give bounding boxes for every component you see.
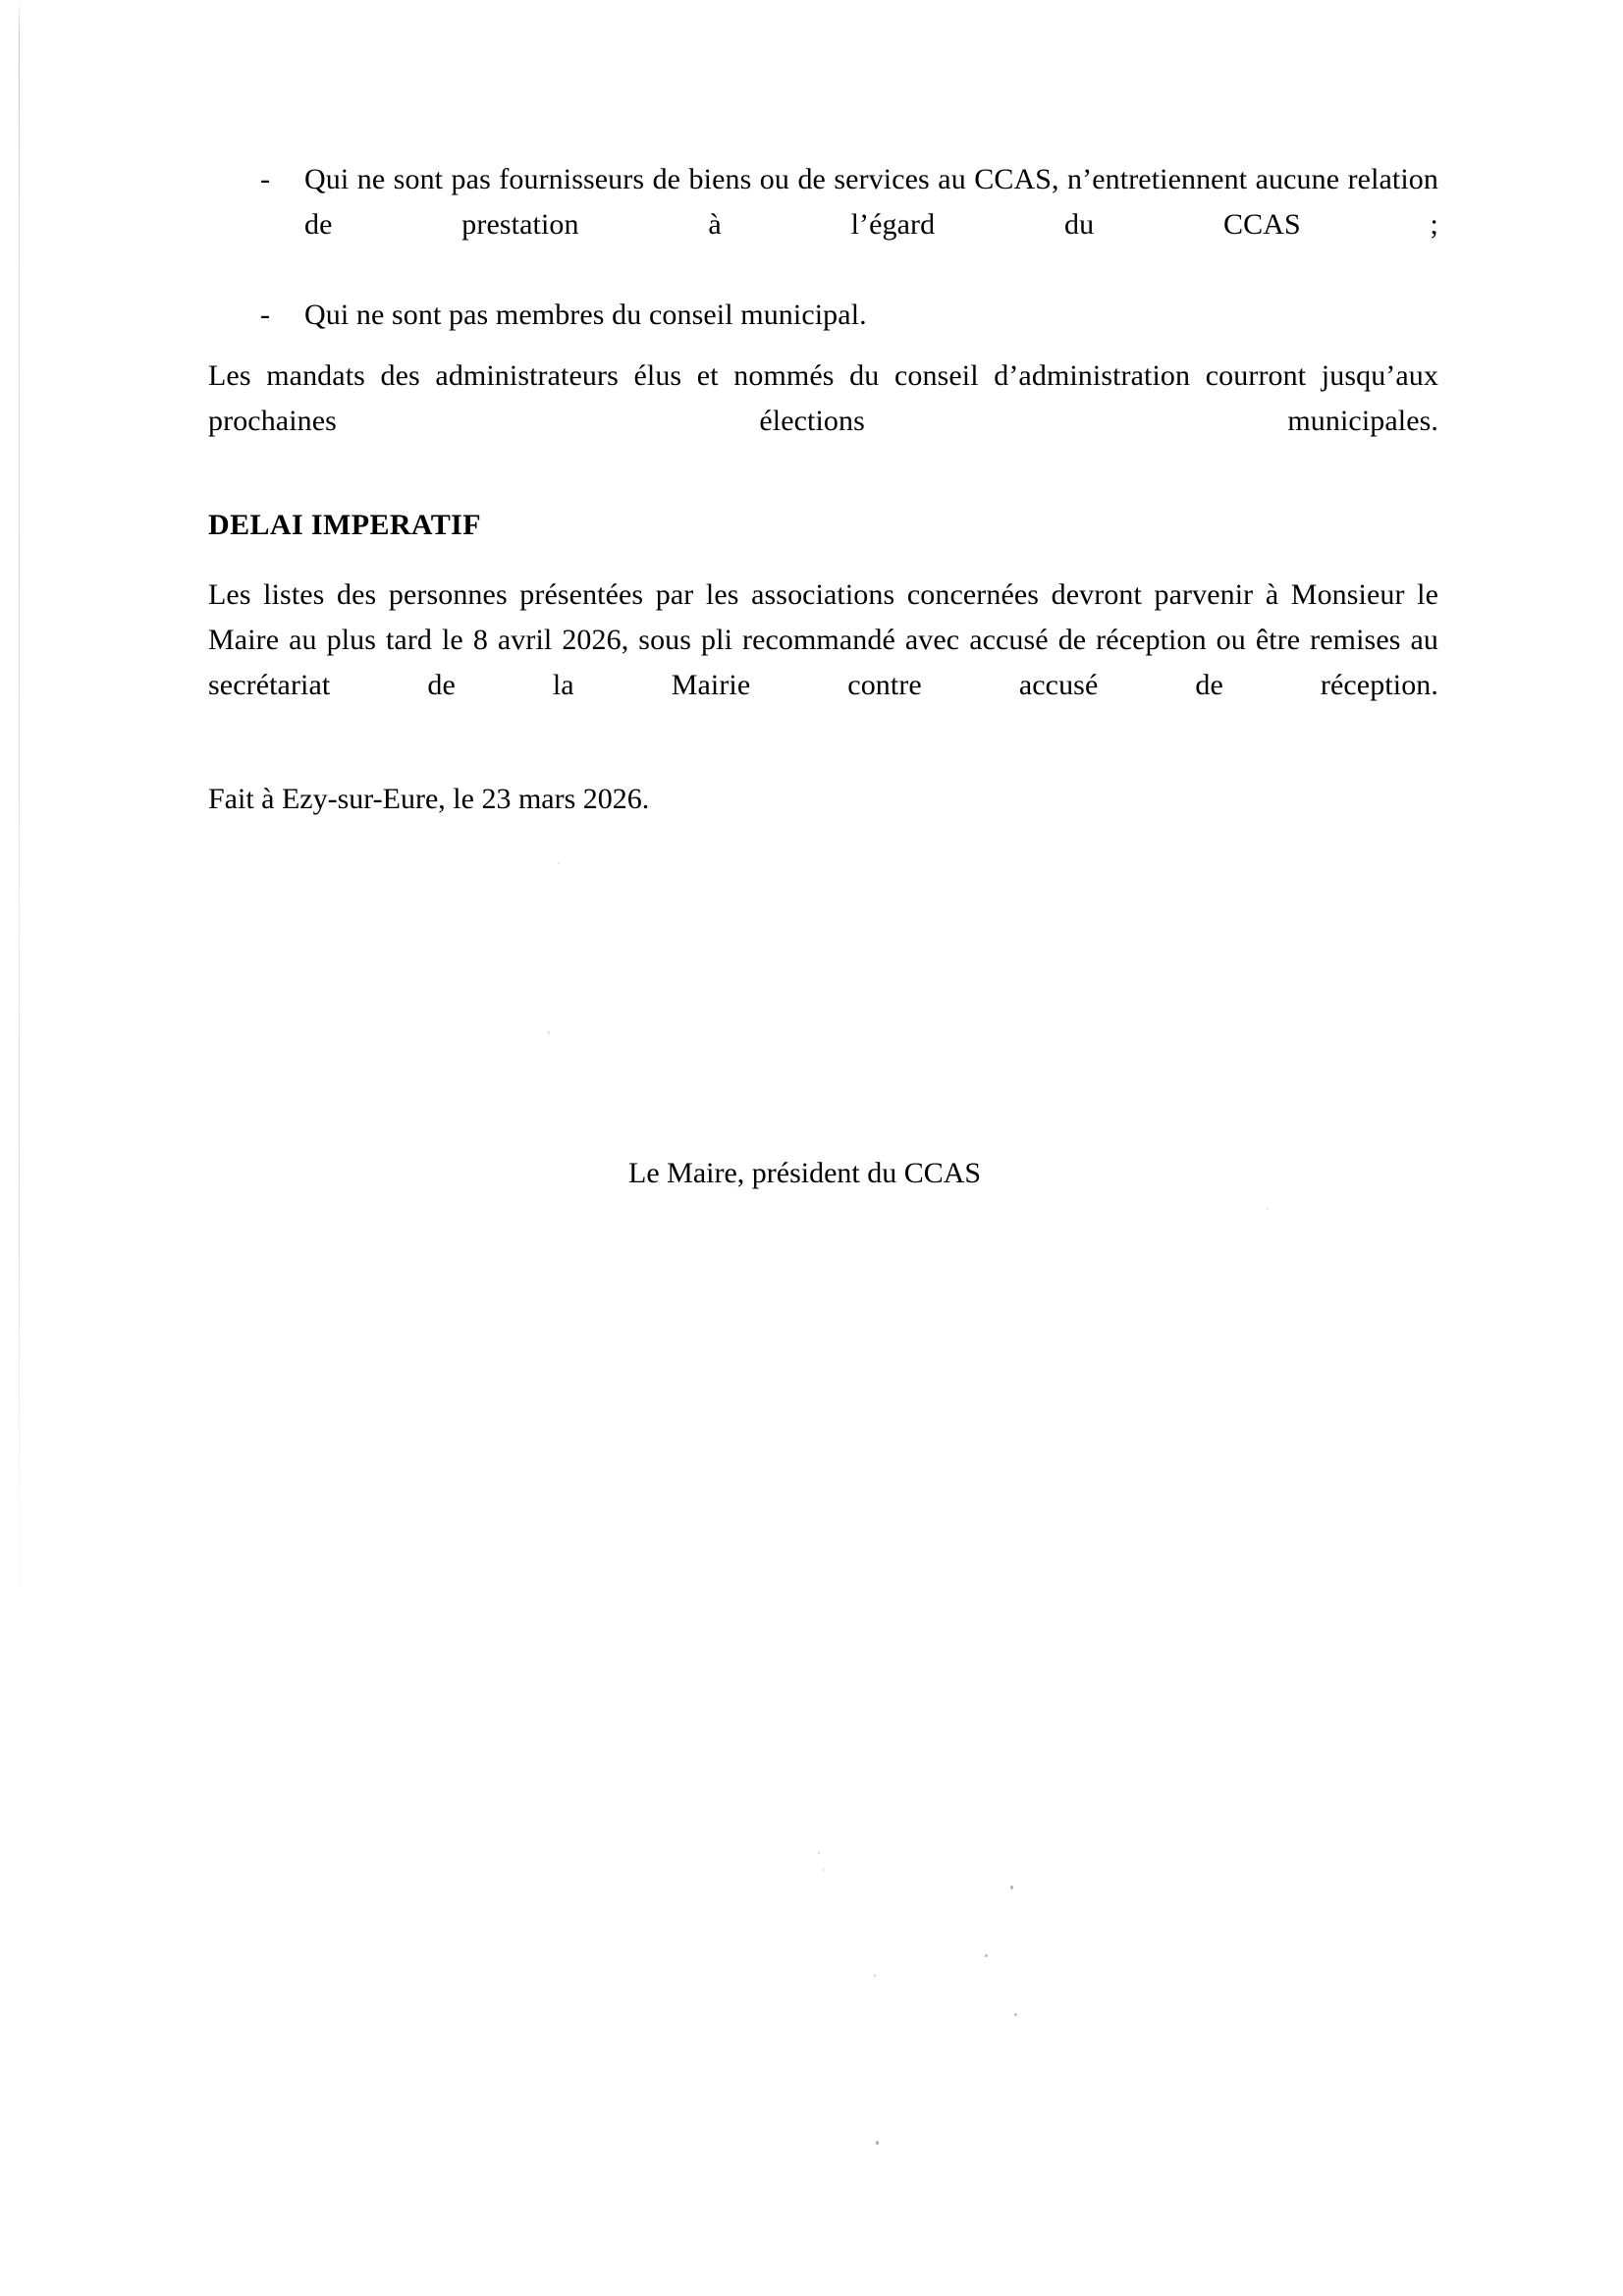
scan-speckle [548, 1031, 550, 1034]
bullet-dash-marker: - [260, 163, 271, 195]
scan-speckle [1014, 2013, 1017, 2016]
bullet-dash-marker: - [260, 299, 271, 331]
list-item [208, 293, 1438, 338]
place-and-date-line: Fait à Ezy-sur-Eure, le 23 mars 2026. [208, 783, 650, 815]
scan-speckle [1267, 1208, 1269, 1210]
scan-speckle [874, 1974, 876, 1977]
scan-speckle [558, 862, 560, 864]
section-heading-delai-imperatif: DELAI IMPERATIF [208, 508, 481, 541]
paragraph-mandats: Les mandats des administrateurs élus et nommés du conseil d’administration courront jusqu’aux prochaines élections municipales. [208, 359, 1438, 437]
paragraph-delai-imperatif: Les listes des personnes présentées par les associations concernées devront parvenir à Monsieur le Maire au plus tard le 8 avril 2026, sous pli recommandé avec accusé de réception ou être remises au secrétariat de la Mairie contre accusé de réception. [208, 578, 1438, 701]
scan-speckle [1010, 1886, 1013, 1889]
scan-speckle [823, 1869, 825, 1871]
scan-speckle [876, 2141, 879, 2145]
scan-speckle [818, 1851, 820, 1854]
list-item [208, 157, 1438, 293]
conditions-bullet-list [208, 157, 1438, 338]
list-item-text: Qui ne sont pas membres du conseil municipal. [304, 299, 867, 331]
list-item-text: Qui ne sont pas fournisseurs de biens ou de services au CCAS, n’entretiennent aucune relation de prestation à l’égard du CCAS ; [304, 163, 1438, 241]
signature-block: Le Maire, président du CCAS [628, 1157, 982, 1189]
scan-speckle [985, 1954, 988, 1957]
scan-edge-artifact [19, 0, 20, 1669]
